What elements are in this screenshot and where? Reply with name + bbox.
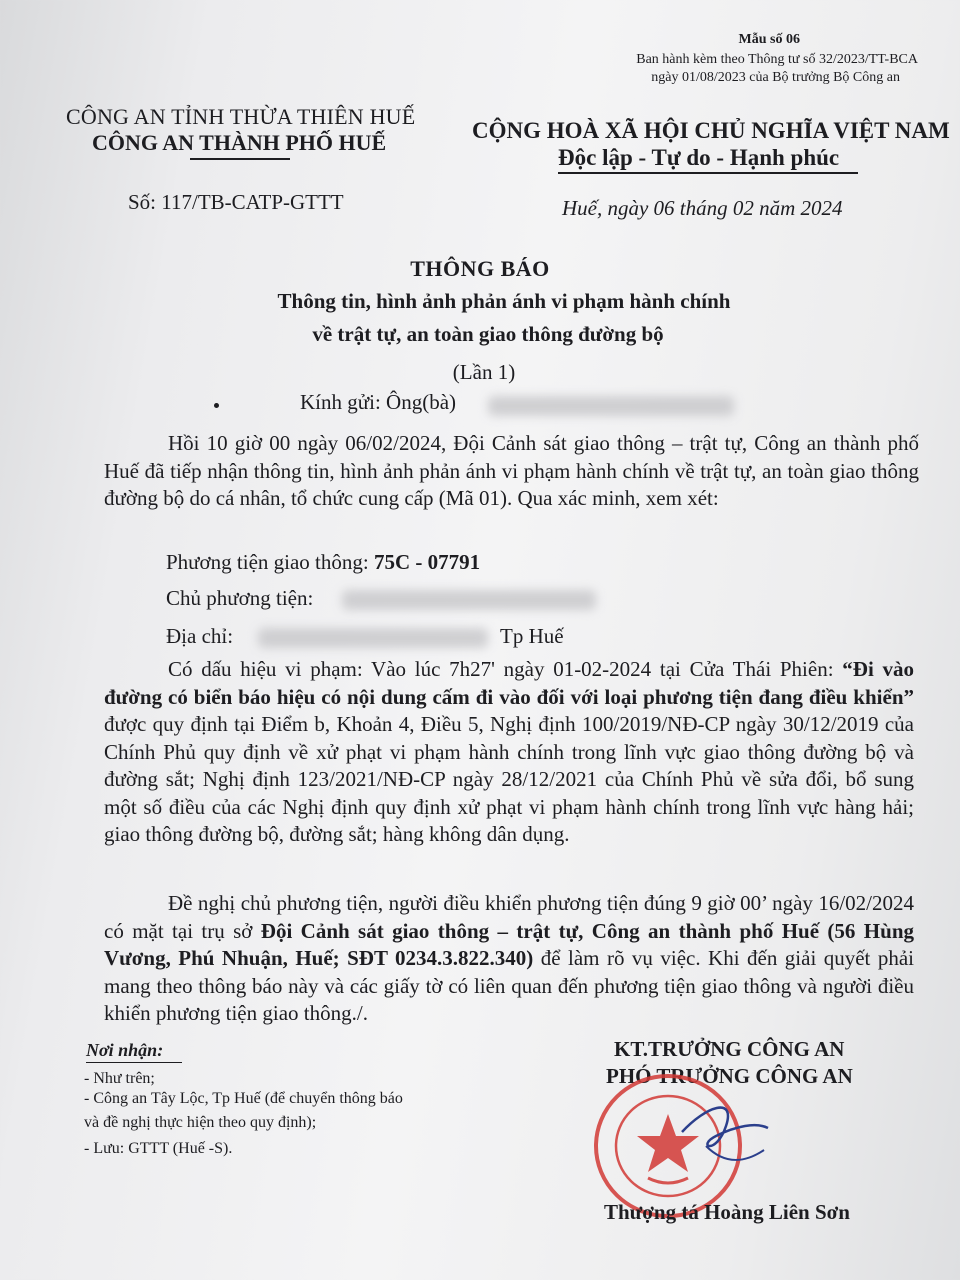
request-place: Đội Cảnh sát giao thông – trật tự, Công an thành phố Huế (56 Hùng Vương, Phú Nhuận, Huế; SĐT 0234.3.822.340) bbox=[104, 918, 914, 970]
recipient-item: - Công an Tây Lộc, Tp Huế (để chuyển thông báo bbox=[84, 1090, 403, 1107]
recipients-underline bbox=[86, 1062, 182, 1063]
request-intro: Đề nghị chủ phương tiện, người điều khiển phương tiện đúng 9 giờ 00’ ngày 16/02/2024 có mặt tại trụ sở bbox=[104, 891, 914, 943]
request-rest: để làm rõ vụ việc. Khi đến giải quyết phải mang theo thông báo này và các giấy tờ có liên quan đến phương tiện giao thông và người điều khiển phương tiện giao thông./. bbox=[104, 946, 914, 1025]
paragraph-intro: Hồi 10 giờ 00 ngày 06/02/2024, Đội Cảnh sát giao thông – trật tự, Công an thành phố Huế đã tiếp nhận thông tin, hình ảnh phản ánh vi phạm hành chính về trật tự, an toàn giao thông đường bộ do cá nhân, tổ chức cung cấp (Mã 01). Qua xác minh, xem xét: bbox=[104, 431, 919, 510]
vehicle-row bbox=[166, 550, 480, 575]
violation-intro: Có dấu hiệu vi phạm: Vào lúc 7h27' ngày 01-02-2024 tại Cửa Thái Phiên: bbox=[168, 657, 843, 681]
recipients-label: Nơi nhận: bbox=[86, 1040, 164, 1060]
vehicle-plate: 75C - 07791 bbox=[373, 550, 481, 574]
republic-name: CỘNG HOÀ XÃ HỘI CHỦ NGHĨA VIỆT NAM bbox=[472, 118, 950, 143]
redacted-recipient-name bbox=[488, 396, 734, 416]
title-line-1: Thông tin, hình ảnh phản ánh vi phạm hành chính bbox=[277, 289, 731, 313]
owner-label: Chủ phương tiện: bbox=[166, 586, 314, 610]
address-label: Địa chỉ: bbox=[166, 624, 234, 648]
seal-stamp bbox=[596, 1076, 740, 1216]
form-issued-with: Ban hành kèm theo Thông tư số 32/2023/TT-BCA bbox=[636, 52, 918, 67]
national-motto: Độc lập - Tự do - Hạnh phúc bbox=[558, 145, 840, 170]
recipient-item: và đề nghị thực hiện theo quy định); bbox=[84, 1114, 317, 1131]
attempt-number: (Lần 1) bbox=[452, 360, 516, 384]
paragraph-violation bbox=[104, 656, 914, 849]
place-date: Huế, ngày 06 tháng 02 năm 2024 bbox=[562, 196, 843, 220]
violation-legal-basis: được quy định tại Điểm b, Khoản 4, Điều 5, Nghị định 100/2019/NĐ-CP ngày 30/12/2019 của Chính Phủ quy định về xử phạt vi phạm hành chính trong lĩnh vực giao thông đường bộ và đường sắt; Nghị định 123/2021/NĐ-CP ngày 28/12/2021 của Chính Phủ về sửa đổi, bổ sung một số điều của các Nghị định quy định xử phạt vi phạm hành chính trong lĩnh vực hàng hải; giao thông đường bộ, đường sắt; hàng không dân dụng. bbox=[104, 712, 914, 846]
form-issued-date: ngày 01/08/2023 của Bộ trưởng Bộ Công an bbox=[651, 70, 900, 85]
paragraph-request bbox=[104, 890, 914, 1028]
org-underline bbox=[190, 158, 290, 160]
motto-underline bbox=[558, 172, 858, 174]
signature-stroke-2 bbox=[706, 1146, 764, 1160]
document-number: Số: 117/TB-CATP-GTTT bbox=[128, 190, 344, 214]
address-city: Tp Huế bbox=[500, 624, 564, 648]
org-name: CÔNG AN THÀNH PHỐ HUẾ bbox=[92, 130, 387, 155]
document-title: THÔNG BÁO bbox=[410, 256, 550, 281]
signer-name: Thượng tá Hoàng Liên Sơn bbox=[604, 1200, 850, 1224]
signer-title-2: PHÓ TRƯỞNG CÔNG AN bbox=[606, 1064, 853, 1088]
signature-stroke bbox=[682, 1108, 768, 1146]
recipient-item: - Lưu: GTTT (Huế -S). bbox=[84, 1140, 233, 1157]
margin-dot bbox=[214, 403, 219, 408]
recipient-item: - Như trên; bbox=[84, 1070, 155, 1087]
vehicle-label: Phương tiện giao thông: bbox=[166, 550, 374, 574]
form-number: Mẫu số 06 bbox=[738, 32, 800, 47]
redacted-address bbox=[258, 628, 488, 648]
title-line-2: về trật tự, an toàn giao thông đường bộ bbox=[312, 322, 664, 346]
redacted-owner-name bbox=[342, 590, 596, 610]
violation-description: “Đi vào đường có biển báo hiệu có nội dung cấm đi vào đối với loại phương tiện đang điều khiển” bbox=[104, 657, 915, 709]
recipient-label: Kính gửi: Ông(bà) bbox=[300, 390, 457, 414]
org-parent: CÔNG AN TỈNH THỪA THIÊN HUẾ bbox=[66, 104, 416, 129]
signer-title-1: KT.TRƯỞNG CÔNG AN bbox=[614, 1037, 845, 1061]
